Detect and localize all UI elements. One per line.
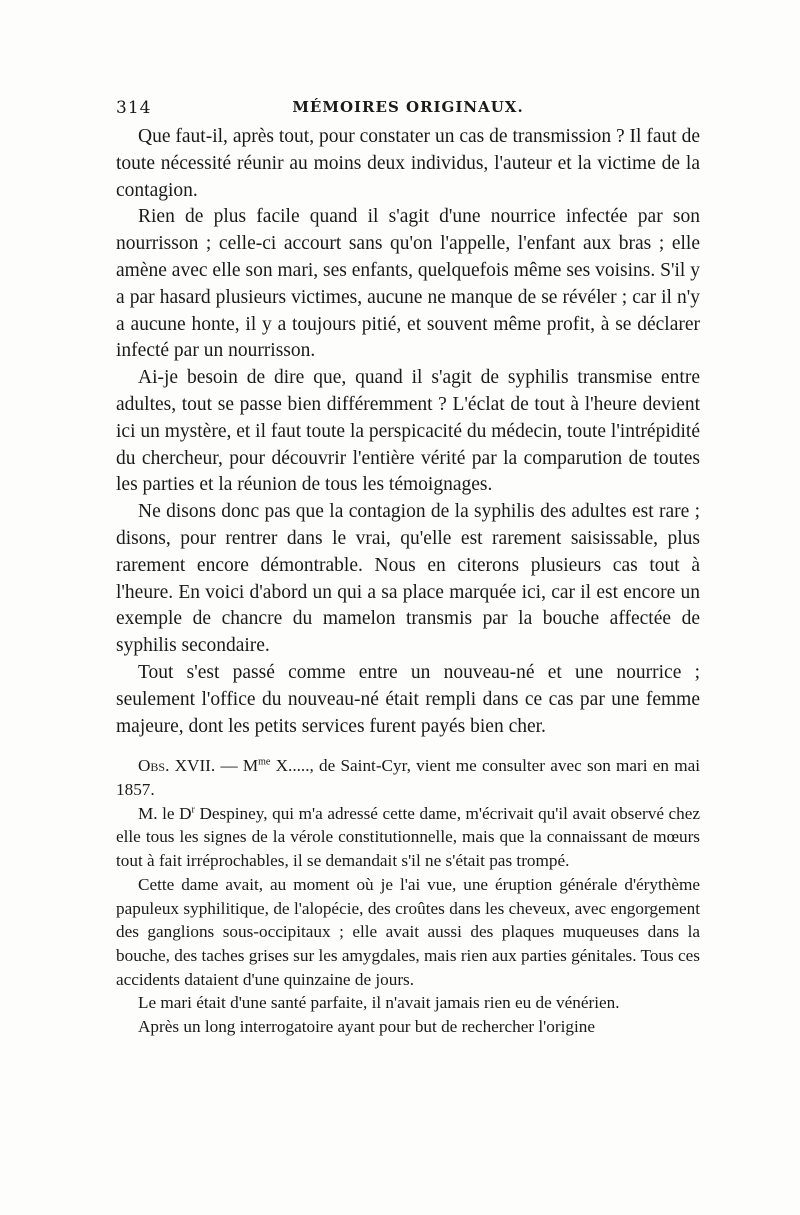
paragraph: Ne disons donc pas que la contagion de la syphilis des adultes est rare ; disons, pour rentrer dans le vrai, qu'elle est rarement saisissable, plus rarement encore démontrable. Nous en citerons plusieurs cas tout à l'heure. En voici d'abord un qui a sa place marquée ici, car il est encore un exemple de chancre du mamelon transmis par la bouche affectée de syphilis secondaire.: [116, 501, 700, 657]
paragraph: Que faut-il, après tout, pour constater un cas de transmission ? Il faut de toute nécessité réunir au moins deux individus, l'auteur et la victime de la contagion.: [116, 126, 700, 201]
body-text: [116, 124, 700, 1039]
page-number: 314: [116, 98, 152, 118]
paragraph: Tout s'est passé comme entre un nouveau-né et une nourrice ; seulement l'office du nouveau-né était rempli dans ce cas par une femme majeure, dont les petits services furent payés bien cher.: [116, 661, 700, 737]
observation-paragraph: Cette dame avait, au moment où je l'ai vue, une éruption générale d'érythème papuleux syphilitique, de l'alopécie, des croûtes dans les cheveux, avec engorgement des ganglions sous-occipitaux ; elle avait aussi des plaques muqueuses dans la bouche, des taches grises sur les amygdales, mais rien aux parties génitales. Tous ces accidents dataient d'une quinzaine de jours.: [116, 874, 700, 989]
observation-paragraph: Le mari était d'une santé parfaite, il n'avait jamais rien eu de vénérien.: [138, 993, 620, 1013]
doctor-superscript: r: [191, 804, 195, 815]
doctor-text: Despiney, qui m'a adressé cette dame, m'écrivait qu'il avait observé chez elle tous les signes de la vérole constitutionnelle, mais que la connaissant de mœurs tout à fait irréprochables, il se demandait s'il ne s'était pas trompé.: [116, 803, 700, 871]
observation-number: XVII.: [174, 756, 216, 776]
observation-dash: —: [220, 756, 238, 776]
observation-intro: [116, 754, 700, 801]
patient-superscript: me: [258, 756, 271, 768]
main-text: [116, 124, 700, 740]
observation-label: Obs.: [138, 756, 170, 776]
observation-paragraph: [116, 802, 700, 873]
observation-paragraph: Après un long interrogatoire ayant pour but de rechercher l'origine: [138, 1017, 595, 1037]
paragraph: Rien de plus facile quand il s'agit d'une nourrice infectée par son nourrisson ; celle-ci accourt sans qu'on l'appelle, l'enfant aux bras ; elle amène avec elle son mari, ses enfants, quelquefois même ses voisins. S'il y a par hasard plusieurs victimes, aucune ne manque de se révéler ; car il n'y a aucune honte, il y a toujours pitié, et souvent même profit, à se déclarer infecté par un nourrisson.: [116, 206, 700, 362]
doctor-prefix: M. le D: [138, 803, 192, 823]
page-header: [116, 98, 700, 122]
paragraph: Ai-je besoin de dire que, quand il s'agit de syphilis transmise entre adultes, tout se passe bien différemment ? L'éclat de tout à l'heure devient ici un mystère, et il faut toute la perspicacité du médecin, toute l'intrépidité du chercheur, pour découvrir l'entière vérité par la comparution de toutes les parties et la réunion de tous les témoignages.: [116, 367, 700, 496]
running-head: MÉMOIRES ORIGINAUX.: [292, 98, 524, 116]
patient-text: X....., de Saint-Cyr, vient me consulter avec son mari en mai 1857.: [116, 756, 701, 800]
observation-block: [116, 754, 700, 1038]
patient-prefix: M: [242, 756, 259, 776]
